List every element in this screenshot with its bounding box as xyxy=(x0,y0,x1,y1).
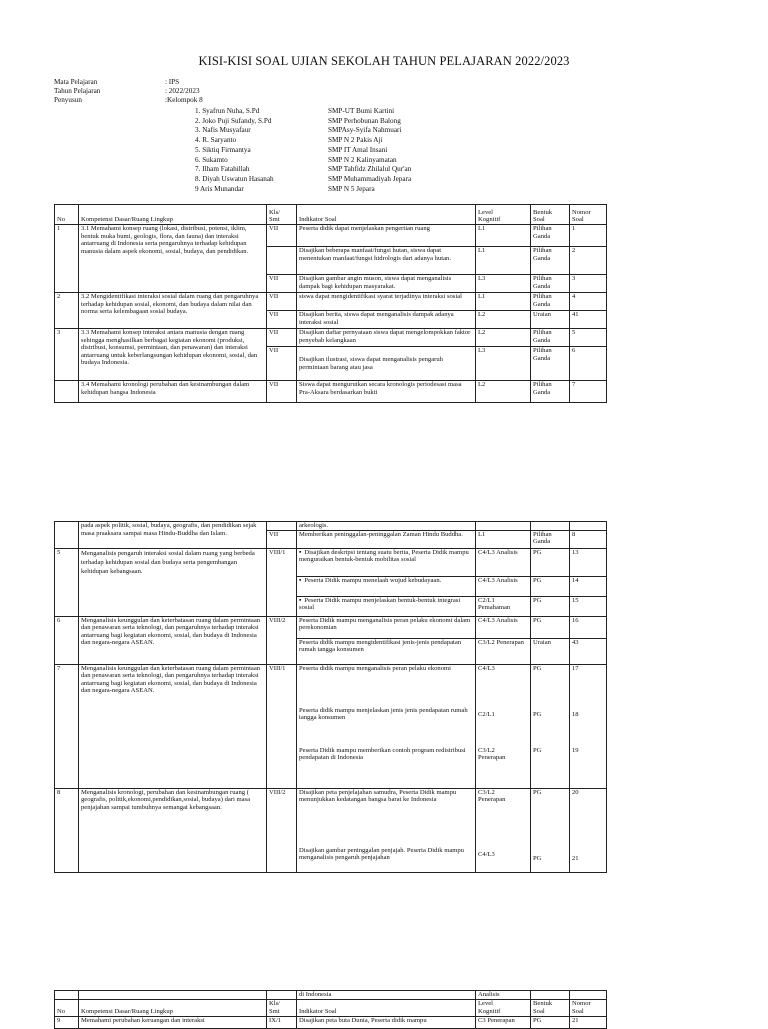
author-list xyxy=(195,107,411,194)
page-3 xyxy=(0,990,768,1024)
author-name: 2. Joko Puji Sufandy, S.Pd xyxy=(195,116,272,125)
cell-level: C4/L3 Analisis xyxy=(476,576,531,596)
cell-indikator: Disajikan peta buta Dunia, Peserta didik mampu xyxy=(297,1016,476,1028)
author-school: SMP-UT Bumi Kartini xyxy=(328,107,395,115)
cell-kd: 3.3 Memahami konsep interaksi antara manusia dengan ruang sehingga menghasilkan berbagai kegiatan ekonomi (produksi, distribusi, konsumsi, permintaan, dan penawaran) dan interaksi antarruang untuk keberlangsungan kehidupan ekonomi, sosial, dan budaya Indonesia. xyxy=(79,329,267,381)
cell-no: 2 xyxy=(55,293,79,329)
author-school: SMP N 5 Jepara xyxy=(328,184,375,193)
table-header-row xyxy=(55,205,607,225)
cell-indikator: arkeologis. xyxy=(297,522,476,531)
col-header-no: No xyxy=(55,999,79,1016)
cell-kls: VII xyxy=(267,293,297,311)
author-name: 3. Nafis Musyafaur xyxy=(195,126,251,135)
cell-kls: VII xyxy=(267,225,297,247)
cell-level: C4/L3 Analisis xyxy=(476,616,531,638)
table-row xyxy=(55,1016,607,1028)
cell-bentuk: PG xyxy=(531,616,570,638)
cell-bentuk: Uraian xyxy=(531,311,570,329)
cell-nomor: 15 xyxy=(570,596,607,616)
bentuk-item: PG xyxy=(533,710,542,718)
cell-nomor: 1 xyxy=(570,225,607,247)
cell-level xyxy=(476,664,531,788)
level-item: C4/L3 xyxy=(478,664,495,672)
cell-bentuk: PG xyxy=(531,548,570,576)
bentuk-item: PG xyxy=(533,854,542,862)
cell-kls: VIII/1 xyxy=(267,664,297,788)
cell-kls: VIII/2 xyxy=(267,616,297,664)
cell-kls: VIII/2 xyxy=(267,788,297,872)
author-school: SMP Tahfidz Zhilalul Qur'an xyxy=(328,165,412,174)
nomor-item: 17 xyxy=(572,664,579,672)
cell-bentuk: PG xyxy=(531,576,570,596)
cell-bentuk xyxy=(531,664,570,788)
cell-bentuk: Pilihan Ganda xyxy=(531,347,570,381)
cell-kd: Menganalisis kronologi, perubahan dan kesinambungan ruang ( geografis, politik,ekonomi,pendidikan,sosial, budaya) dari masa penjajahan sampai tumbuhnya semangat kebangsaan. xyxy=(79,788,267,872)
cell-kls: VII xyxy=(267,530,297,548)
author-school: SMP Perhobunan Balong xyxy=(328,116,401,125)
author-school: SMPAsy-Syifa Nahmuari xyxy=(328,126,402,135)
cell-no: 1 xyxy=(55,225,79,293)
indicator-item: Peserta didik mampu menganalisis peran pelaku ekonomi xyxy=(299,664,451,672)
author-school: SMP N 2 Pakis Aji xyxy=(328,136,383,145)
cell-no: 7 xyxy=(55,664,79,788)
cell-level xyxy=(476,788,531,872)
cell-indikator: siswa dapat mengidentifikasi syarat terjadinya interaksi sosial xyxy=(297,293,476,311)
cell-no xyxy=(55,381,79,403)
indicator-item: Disajikan peta penjelajahan samudra, Peserta Didik mampu menunjukkan kedatangan bangsa barat ke Indonesia xyxy=(299,788,457,804)
cell-kd: Menganalisis keunggulan dan keterbatasan ruang dalam permintaan dan penawaran serta teknologi, dan pengaruhnya terhadap interaksi antarruang bagi kegiatan ekonomi, sosial, dan budaya di Indonesia dan negara-negara ASEAN. xyxy=(79,664,267,788)
cell-bentuk: Uraian xyxy=(531,638,570,664)
grid-table-2 xyxy=(54,521,607,873)
cell-indikator: ▪ Disajikan deskripsi tentang suatu berita, Peserta Didik mampu menguraikan bentuk-bentuk mobilitas sosial xyxy=(297,548,476,576)
meta-values xyxy=(165,78,203,105)
author-row xyxy=(195,165,411,175)
cell-level: C3 Penerapan xyxy=(476,1016,531,1028)
author-row xyxy=(195,146,411,156)
cell-nomor: 8 xyxy=(570,530,607,548)
table-row xyxy=(55,548,607,576)
cell-indikator: Disajikan gambar angin muson, siswa dapat menganalisis dampak bagi kehidupan masyarakat. xyxy=(297,275,476,293)
nomor-item: 19 xyxy=(572,746,579,754)
indicator-item: Peserta didik mampu menjelaskan jenis jenis pendapatan rumah tangga konsumen xyxy=(299,706,468,722)
cell-kls: IX/1 xyxy=(267,1016,297,1028)
cell-indikator: Peserta didik mampu mengidentifikasi jenis-jenis pendapatan rumah tangga konsumen xyxy=(297,638,476,664)
author-row xyxy=(195,107,411,117)
cell-bentuk: Pilihan Ganda xyxy=(531,225,570,247)
page-1 xyxy=(0,0,768,464)
cell-level: L3 xyxy=(476,347,531,381)
cell-level: Analisis xyxy=(476,991,531,1000)
col-header-bentuk: Bentuk Soal xyxy=(531,205,570,225)
cell-level: C3/L2 Penerapan xyxy=(476,638,531,664)
cell-kd: Menganalisis keunggulan dan keterbatasan ruang dalam permintaan dan penawaran serta teknologi, dan pengaruhnya terhadap interaksi antarruang bagi kegiatan ekonomi, sosial, dan budaya di Indonesia dan negara-negara ASEAN. xyxy=(79,616,267,664)
cell-indikator: Memberikan peninggalan-peninggalan Zaman Hindu Buddha. xyxy=(297,530,476,548)
cell-indikator: Siswa dapat mengurutkan secara kronologis periodesasi masa Pra-Aksara berdasarkan bukti xyxy=(297,381,476,403)
author-row xyxy=(195,136,411,146)
nomor-item: 21 xyxy=(572,854,579,862)
cell-level: L2 xyxy=(476,329,531,347)
cell-indikator: Peserta didik dapat menjelaskan pengertian ruang xyxy=(297,225,476,247)
page-2 xyxy=(0,464,768,990)
cell-nomor: 2 xyxy=(570,247,607,275)
col-header-nomor: Nomor Soal xyxy=(570,999,607,1016)
author-row xyxy=(195,185,411,195)
grid-table-1 xyxy=(54,204,607,403)
indicator-item: Peserta Didik mampu memberikan contoh program redistribusi pendapatan di Indonesia xyxy=(299,746,466,762)
cell-kd: pada aspek politik, sosial, budaya, geografis, dan pendidikan sejak masa praaksara sampai masa Hindu-Buddha dan Islam. xyxy=(79,522,267,549)
col-header-no: No xyxy=(55,205,79,225)
cell-kd: Menganalisis pengaruh interaksi sosial dalam ruang yang berbeda terhadap kehidupan sosial dan budaya serta pengembangan kehidupan kebangsaan. xyxy=(79,548,267,616)
author-name: 9 Aris Munandar xyxy=(195,184,244,193)
cell-level: L3 xyxy=(476,275,531,293)
cell-nomor: 3 xyxy=(570,275,607,293)
cell-bentuk xyxy=(531,522,570,531)
cell-nomor: 7 xyxy=(570,381,607,403)
indicator-item: Disajikan gambar peninggalan penjajah. Peserta Didik mampu menganalisis pengaruh penjajahan xyxy=(299,846,464,862)
author-school: SMP N 2 Kalinyamatan xyxy=(328,155,397,164)
cell-nomor: 4 xyxy=(570,293,607,311)
cell-no: 3 xyxy=(55,329,79,381)
document-title: KISI-KISI SOAL UJIAN SEKOLAH TAHUN PELAJARAN 2022/2023 xyxy=(198,54,570,68)
cell-nomor: 14 xyxy=(570,576,607,596)
table-row xyxy=(55,381,607,403)
col-header-level: Level Kognitif xyxy=(476,205,531,225)
meta-value-year: : 2022/2023 xyxy=(165,87,200,95)
cell-kls: VII xyxy=(267,329,297,347)
table-row xyxy=(55,991,607,1000)
cell-kd: 3.4 Memahami kronologi perubahan dan kesinambungan dalam kehidupan bangsa Indonesia xyxy=(79,381,267,403)
author-name: 7. Ilham Fatahillah xyxy=(195,165,250,174)
cell-nomor: 6 xyxy=(570,347,607,381)
table-row xyxy=(55,788,607,872)
grid-table-3 xyxy=(54,990,607,1029)
col-header-indikator: Indikator Soal xyxy=(297,205,476,225)
cell-kd: Memahami perubahan keruangan dan interaksi xyxy=(79,1016,267,1028)
cell-kd: 3.1 Memahami konsep ruang (lokasi, distribusi, potensi, iklim, bentuk muka bumi, geologis, flora, dan fauna) dan interaksi antarruang di Indonesia serta pengaruhnya terhadap kehidupan manusia dalam aspek ekonomi, sosial, budaya, dan pendidikan. xyxy=(79,225,267,293)
cell-nomor: 5 xyxy=(570,329,607,347)
author-name: 1. Syafrun Nuha, S.Pd xyxy=(195,107,260,115)
bentuk-item: PG xyxy=(533,788,542,796)
meta-labels xyxy=(54,78,100,105)
cell-kls: VII xyxy=(267,381,297,403)
cell-nomor: 16 xyxy=(570,616,607,638)
table-row xyxy=(55,522,607,531)
col-header-kls: Kls/ Smt xyxy=(267,999,297,1016)
col-header-kd: Kompetensi Dasar/Ruang Lingkup xyxy=(79,999,267,1016)
cell-bentuk xyxy=(531,991,570,1000)
col-header-kls: Kls/ Smt xyxy=(267,205,297,225)
cell-level: L1 xyxy=(476,530,531,548)
cell-bentuk: Pilihan Ganda xyxy=(531,329,570,347)
cell-kd xyxy=(79,991,267,1000)
cell-bentuk: Pilihan Ganda xyxy=(531,381,570,403)
cell-level: L2 xyxy=(476,381,531,403)
cell-indikator: Disajikan berita, siswa dapat menganalisis dampak adanya interaksi sosial xyxy=(297,311,476,329)
cell-kls xyxy=(267,247,297,275)
cell-level: L2 xyxy=(476,311,531,329)
cell-nomor: 43 xyxy=(570,638,607,664)
author-name: 4. R. Saryanto xyxy=(195,136,237,145)
cell-indikator: ▪ Peserta Didik mampu menjelaskan bentuk-bentuk integrasi sosial xyxy=(297,596,476,616)
author-school: SMP Muhammadiyah Jepara xyxy=(328,174,412,183)
level-item: C4/L3 xyxy=(478,850,495,858)
bentuk-item: PG xyxy=(533,664,542,672)
cell-indikator: Peserta Didik mampu menganalisis peran pelaku ekonomi dalam perekonomian xyxy=(297,616,476,638)
table-row xyxy=(55,664,607,788)
table-row xyxy=(55,616,607,638)
cell-level: C2/L1 Pemahaman xyxy=(476,596,531,616)
level-item: C3/L2 Penerapan xyxy=(478,746,506,762)
cell-indikator: Disajikan daftar pernyataan siswa dapat mengelompokkan faktor penyebab kelangkaan xyxy=(297,329,476,347)
cell-no: 5 xyxy=(55,548,79,616)
cell-nomor: 21 xyxy=(570,1016,607,1028)
cell-level: C4/L3 Analisis xyxy=(476,548,531,576)
table-row xyxy=(55,329,607,347)
cell-bentuk: Pilihan Ganda xyxy=(531,293,570,311)
cell-nomor xyxy=(570,664,607,788)
cell-bentuk: Pilihan Ganda xyxy=(531,275,570,293)
cell-indikator: ▪ Peserta Didik mampu menelaah wujud kebudayaan. xyxy=(297,576,476,596)
author-name: 6. Sukamto xyxy=(195,155,228,164)
table-row xyxy=(55,293,607,311)
cell-indikator xyxy=(297,788,476,872)
cell-kls: VII xyxy=(267,311,297,329)
cell-indikator: Disajikan beberapa manfaat/fungsi hutan, siswa dapat menentukan manfaat/fungsi hidrologis dari adanya hutan. xyxy=(297,247,476,275)
cell-level: L1 xyxy=(476,247,531,275)
cell-no: 6 xyxy=(55,616,79,664)
bentuk-item: PG xyxy=(533,746,542,754)
cell-no: 9 xyxy=(55,1016,79,1028)
meta-label-subject: Mata Pelajaran xyxy=(54,78,98,86)
author-name: 8. Diyah Uswatun Hasanah xyxy=(195,174,274,183)
col-header-kd: Kompetensi Dasar/Ruang Lingkup xyxy=(79,205,267,225)
author-row xyxy=(195,156,411,166)
cell-indikator xyxy=(297,664,476,788)
author-row xyxy=(195,117,411,127)
meta-label-author: Penyusun xyxy=(54,96,82,104)
author-school: SMP IT Amal Insani xyxy=(328,145,388,154)
cell-kls xyxy=(267,522,297,531)
cell-nomor xyxy=(570,788,607,872)
cell-kls: VII xyxy=(267,275,297,293)
meta-value-subject: : IPS xyxy=(165,78,180,86)
cell-indikator: Disajikan ilustrasi, siswa dapat menganalisis pengaruh permintaan barang atau jasa xyxy=(297,347,476,381)
meta-value-author: :Kelompok 8 xyxy=(165,96,203,104)
col-header-level: Level Kognitif xyxy=(476,999,531,1016)
col-header-nomor: Nomor Soal xyxy=(570,205,607,225)
cell-kls: VII xyxy=(267,347,297,381)
cell-kd: 3.2 Mengidentifikasi interaksi sosial dalam ruang dan pengaruhnya terhadap kehidupan sosial, ekonomi, dan budaya dalam nilai dan norma serta kelembagaan sosial budaya. xyxy=(79,293,267,329)
nomor-item: 20 xyxy=(572,788,579,796)
author-row xyxy=(195,175,411,185)
table-row xyxy=(55,225,607,247)
cell-no xyxy=(55,991,79,1000)
author-name: 5. Siktiq Firmantya xyxy=(195,145,251,154)
table-header-row xyxy=(55,999,607,1016)
cell-kls xyxy=(267,991,297,1000)
level-item: C3/L2 Penerapan xyxy=(478,788,506,804)
cell-kls: VIII/1 xyxy=(267,548,297,616)
nomor-item: 18 xyxy=(572,710,579,718)
cell-level: L1 xyxy=(476,293,531,311)
cell-level xyxy=(476,522,531,531)
cell-bentuk xyxy=(531,788,570,872)
level-item: C2/L1 xyxy=(478,710,495,718)
author-row xyxy=(195,126,411,136)
cell-no: 8 xyxy=(55,788,79,872)
col-header-indikator: Indikator Soal xyxy=(297,999,476,1016)
cell-nomor: 13 xyxy=(570,548,607,576)
cell-bentuk: PG xyxy=(531,1016,570,1028)
cell-nomor xyxy=(570,991,607,1000)
cell-bentuk: Pilihan Ganda xyxy=(531,247,570,275)
cell-bentuk: PG xyxy=(531,596,570,616)
meta-label-year: Tahun Pelajaran xyxy=(54,87,101,95)
cell-indikator: di Indonesia xyxy=(297,991,476,1000)
cell-nomor xyxy=(570,522,607,531)
col-header-bentuk: Bentuk Soal xyxy=(531,999,570,1016)
cell-level: L1 xyxy=(476,225,531,247)
cell-no xyxy=(55,522,79,549)
cell-bentuk: Pilihan Ganda xyxy=(531,530,570,548)
cell-nomor: 41 xyxy=(570,311,607,329)
